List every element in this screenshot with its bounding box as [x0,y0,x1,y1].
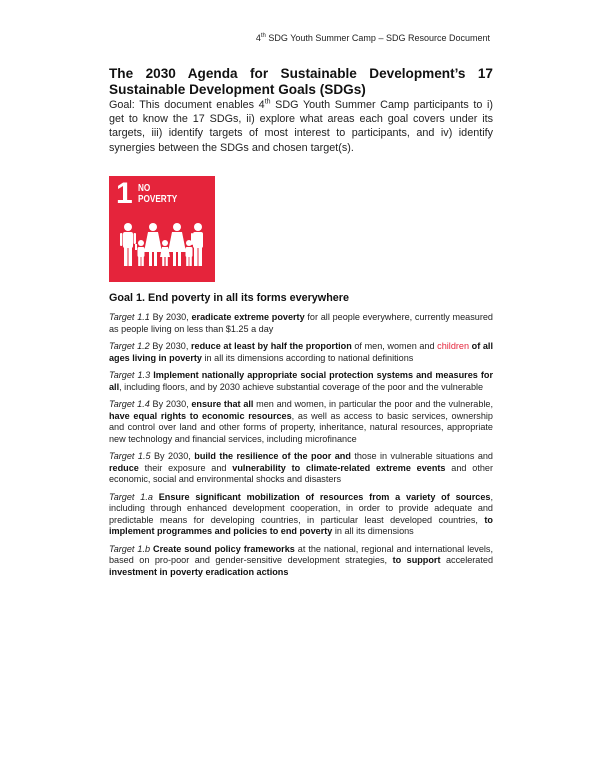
target-text: for all people everywhere, currently measured as people living on less than $1.25 a day [109,312,493,334]
target-item [109,370,493,393]
header-prefix: 4 [255,33,261,43]
target-item [109,544,493,579]
target-text: in all its dimensions according to national definitions [202,352,414,363]
highlighted-text: children [437,341,470,351]
family-icon [120,222,204,268]
target-item [109,341,493,364]
target-text: accelerated [440,555,493,565]
target-label: Target 1.b [109,543,151,554]
target-item [109,492,493,538]
emphasis-text: vulnerability to climate-related extreme events [232,462,446,473]
target-text: of men, women and [351,341,438,351]
target-text: in all its dimensions [332,526,414,536]
sdg-1-tile [109,176,215,282]
emphasis-text: to implement programmes and policies to end poverty [109,514,493,536]
target-text: By 2030, [149,399,192,409]
target-label: Target 1.2 [109,341,150,351]
target-label: Target 1.4 [109,399,150,409]
emphasis-text: to support [392,555,441,565]
emphasis-text: of all ages living in poverty [109,341,493,363]
sdg-tile-name [138,184,177,205]
target-item [109,451,493,486]
target-text: By 2030, [149,341,191,351]
target-label: Target 1.5 [109,451,151,461]
emphasis-text: Create sound policy frameworks [150,543,295,554]
target-text: , as well as access to basic services, ownership and control over land and other forms of property, inheritance, natural resources, appropriate new technology and financial services, including microfinance [109,410,493,444]
goal-1-heading: Goal 1. End poverty in all its forms everywhere [109,292,350,304]
target-label: Target 1.a [109,491,153,502]
target-label: Target 1.3 [109,370,151,380]
target-text: By 2030, [150,451,195,461]
document-title: The 2030 Agenda for Sustainable Development’s 17 Sustainable Development Goals (SDGs) [109,66,493,97]
running-header [256,33,490,43]
targets-list [109,312,493,584]
header-superscript: th [260,33,266,39]
target-text: and other economic, social and environmental shocks and disasters [109,462,493,484]
sdg-tile-name-line1: NO [138,183,151,194]
target-item [109,312,493,335]
target-item [109,399,493,445]
emphasis-text: reduce [109,462,139,473]
intro-part1: Goal: This document enables 4 [109,99,265,111]
header-text: SDG Youth Summer Camp – SDG Resource Document [265,33,490,43]
target-text: , including floors, and by 2030 achieve substantial coverage of the poor and the vulnerable [119,381,484,392]
emphasis-text: eradicate extreme poverty [191,312,305,322]
intro-part2: SDG Youth Summer Camp participants to i) get to know the 17 SDGs, ii) explore what areas each goal covers under its targets, iii) identify targets of most interest to participants, and iv) identify synergies between the SDGs and chosen target(s). [109,99,494,154]
target-text: those in vulnerable situations and [350,451,493,461]
target-text: at the national, regional and international levels, based on pro-poor and gender-sensitive development strategies, [109,543,493,565]
target-text: , including through enhanced development cooperation, in order to provide adequate and predictable means for developing countries, in particular least developed countries, [109,491,493,525]
emphasis-text: have equal rights to economic resources [109,410,292,421]
target-text: By 2030, [149,312,192,322]
target-label: Target 1.1 [109,312,150,322]
target-text: men and women, in particular the poor and the vulnerable, [253,399,494,409]
emphasis-text: Ensure significant mobilization of resources from a variety of sources [152,491,491,502]
target-text: their exposure and [138,462,233,473]
emphasis-text: ensure that all [191,399,254,409]
sdg-tile-number: 1 [116,177,132,210]
emphasis-text: Implement nationally appropriate social protection systems and measures for all [109,370,493,392]
emphasis-text: reduce at least by half the proportion [190,341,352,351]
document-goal-intro [109,98,493,155]
sdg-tile-name-line2: POVERTY [138,193,178,205]
intro-superscript: th [264,98,271,106]
emphasis-text: investment in poverty eradication actions [109,566,289,577]
emphasis-text: build the resilience of the poor and [194,451,351,461]
